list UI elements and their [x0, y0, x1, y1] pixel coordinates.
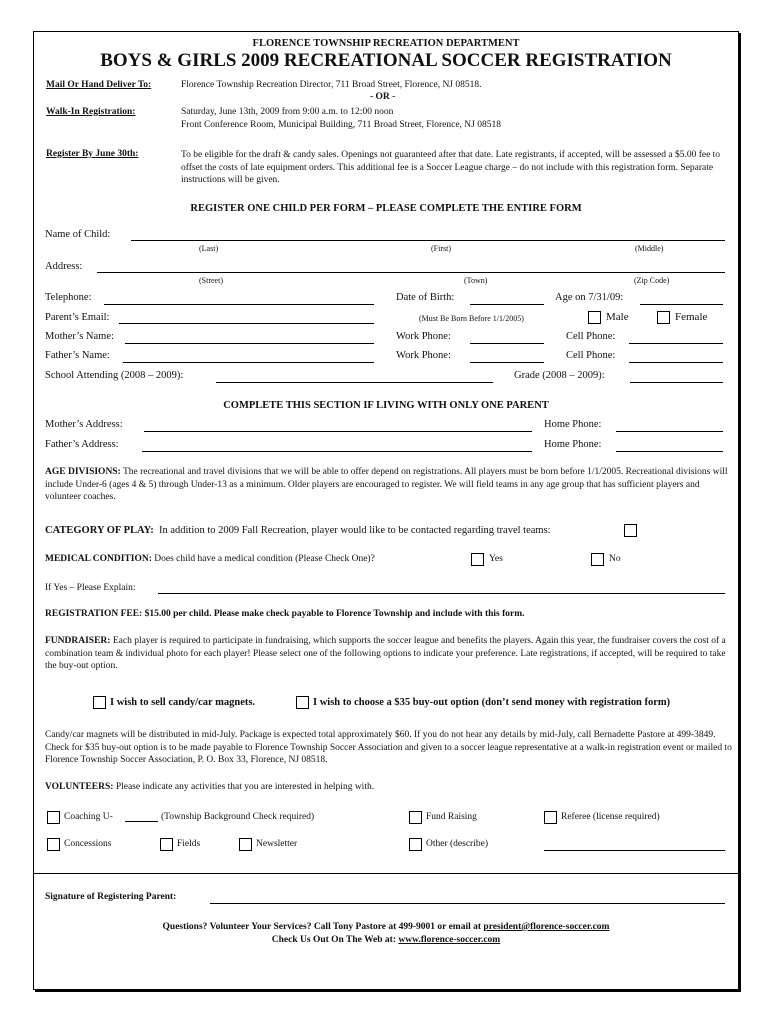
or-separator: - OR - [370, 92, 396, 102]
newsletter-label: Newsletter [256, 839, 298, 849]
sell-magnets-label: I wish to sell candy/car magnets. [110, 697, 256, 708]
dob-field[interactable] [470, 304, 544, 305]
other-label: Other (describe) [426, 839, 488, 849]
footer-web-label: Check Us Out On The Web at: [271, 935, 399, 945]
fund-raising-label: Fund Raising [426, 812, 477, 822]
age-divisions-label: AGE DIVISIONS: [45, 467, 121, 477]
grade-label: Grade (2008 – 2009): [514, 370, 605, 381]
name-of-child-label: Name of Child: [45, 229, 111, 240]
name-of-child-field[interactable] [131, 240, 725, 241]
female-label: Female [675, 311, 708, 323]
fundraiser-text [45, 635, 731, 673]
volunteers-label: VOLUNTEERS: [45, 782, 114, 792]
parent-email-field[interactable] [119, 323, 374, 324]
concessions-label: Concessions [64, 839, 112, 849]
school-field[interactable] [216, 382, 493, 383]
telephone-field[interactable] [104, 304, 374, 305]
parent-email-label: Parent’s Email: [45, 312, 110, 323]
mother-work-phone-label: Work Phone: [396, 331, 451, 342]
last-caption: (Last) [199, 244, 219, 253]
concessions-checkbox[interactable] [47, 838, 60, 851]
middle-caption: (Middle) [635, 244, 664, 253]
address-label: Address: [45, 261, 83, 272]
section-divider [34, 873, 738, 874]
first-caption: (First) [431, 244, 451, 253]
born-before-note: (Must Be Born Before 1/1/2005) [419, 314, 524, 323]
medical-no-label: No [609, 554, 621, 564]
fields-label: Fields [177, 839, 201, 849]
other-describe-field[interactable] [544, 850, 725, 851]
mother-address-field[interactable] [144, 431, 532, 432]
form-title: BOYS & GIRLS 2009 RECREATIONAL SOCCER REGISTRATION [100, 50, 672, 71]
newsletter-checkbox[interactable] [239, 838, 252, 851]
volunteers-text: Please indicate any activities that you are interested in helping with. [115, 782, 375, 792]
footer-questions: Questions? Volunteer Your Services? Call Tony Pastore at 499-9001 or email at [162, 922, 484, 932]
age-label: Age on 7/31/09: [555, 292, 624, 303]
mail-label: Mail Or Hand Deliver To: [46, 80, 152, 90]
medical-label: MEDICAL CONDITION: [45, 554, 152, 564]
father-name-field[interactable] [123, 362, 374, 363]
medical-condition [45, 554, 375, 564]
medical-yes-checkbox[interactable] [471, 553, 484, 566]
mother-name-label: Mother’s Name: [45, 331, 114, 342]
town-caption: (Town) [464, 276, 488, 285]
candy-magnets-text: Candy/car magnets will be distributed in mid-July. Package is expected total approximately $60. If you do not hear any details by mid-July, call Bernadette Pastore at 499-3849. Check for $35 buy-out option is to be made payable to Florence Township Soccer Association and given to a soccer league representative at a walk-in registration event or mailed to Florence Township Soccer Association, P. O. Box 33, Florence, NJ 08518. [45, 730, 732, 765]
age-divisions-body: The recreational and travel divisions that we will be able to offer depend on registrations. All players must be born before 1/1/2005. Recreational divisions will include Under-6 (ages 4 & 5) through Under-13 as a minimum. Older players are encouraged to register. We will field teams in any age group that has sufficient players and volunteer coaches. [45, 467, 728, 502]
address-field[interactable] [97, 272, 725, 273]
walkin-line1: Saturday, June 13th, 2009 from 9:00 a.m. to 12:00 noon [181, 107, 394, 117]
mother-home-phone-label: Home Phone: [544, 419, 602, 430]
buyout-checkbox[interactable] [296, 696, 309, 709]
mother-cell-phone-field[interactable] [629, 343, 723, 344]
other-checkbox[interactable] [409, 838, 422, 851]
mother-name-field[interactable] [125, 343, 374, 344]
grade-field[interactable] [630, 382, 723, 383]
volunteers [45, 782, 374, 792]
father-address-label: Father’s Address: [45, 439, 119, 450]
footer-email-link[interactable]: president@florence-soccer.com [483, 922, 610, 932]
mother-address-label: Mother’s Address: [45, 419, 123, 430]
category-text: In addition to 2009 Fall Recreation, player would like to be contacted regarding travel teams: [158, 525, 551, 536]
father-name-label: Father’s Name: [45, 350, 110, 361]
male-checkbox[interactable] [588, 311, 601, 324]
mail-address: Florence Township Recreation Director, 711 Broad Street, Florence, NJ 08518. [181, 80, 482, 90]
footer-line2 [34, 935, 738, 945]
one-child-heading: REGISTER ONE CHILD PER FORM – PLEASE COMPLETE THE ENTIRE FORM [190, 203, 582, 214]
department-name: FLORENCE TOWNSHIP RECREATION DEPARTMENT [252, 38, 520, 49]
walkin-label: Walk-In Registration: [46, 107, 136, 117]
age-field[interactable] [640, 304, 723, 305]
father-address-field[interactable] [142, 451, 532, 452]
mother-cell-phone-label: Cell Phone: [566, 331, 616, 342]
telephone-label: Telephone: [45, 292, 92, 303]
mother-work-phone-field[interactable] [470, 343, 544, 344]
dob-label: Date of Birth: [396, 292, 455, 303]
medical-text: Does child have a medical condition (Please Check One)? [154, 554, 375, 564]
fundraiser-label: FUNDRAISER: [45, 636, 111, 646]
coaching-checkbox[interactable] [47, 811, 60, 824]
category-label: CATEGORY OF PLAY: [45, 525, 154, 536]
fundraiser-body: Each player is required to participate in fundraising, which supports the soccer league and benefits the players. Again this year, the fundraiser covers the cost of a combination team & individual photo for each player! Please select one of the following options to indicate your preference. Late registrations, if accepted, will be required to take the buy-out option. [45, 636, 726, 671]
age-divisions-text [45, 466, 731, 504]
father-work-phone-field[interactable] [470, 362, 544, 363]
footer-line1 [34, 922, 738, 932]
school-label: School Attending (2008 – 2009): [45, 370, 184, 381]
footer-web-link[interactable]: www.florence-soccer.com [398, 935, 501, 945]
registration-form [33, 31, 739, 990]
referee-label: Referee (license required) [561, 812, 660, 822]
zip-caption: (Zip Code) [634, 276, 670, 285]
category-of-play [45, 525, 551, 536]
fund-raising-checkbox[interactable] [409, 811, 422, 824]
father-home-phone-field[interactable] [616, 451, 723, 452]
male-label: Male [606, 311, 629, 323]
one-parent-heading: COMPLETE THIS SECTION IF LIVING WITH ONLY ONE PARENT [223, 400, 549, 411]
medical-yes-label: Yes [489, 554, 503, 564]
mother-home-phone-field[interactable] [616, 431, 723, 432]
coaching-label: Coaching U- [64, 812, 113, 822]
explain-field[interactable] [158, 593, 725, 594]
explain-label: If Yes – Please Explain: [45, 583, 136, 593]
female-checkbox[interactable] [657, 311, 670, 324]
travel-team-checkbox[interactable] [624, 524, 637, 537]
walkin-line2: Front Conference Room, Municipal Building, 711 Broad Street, Florence, NJ 08518 [181, 120, 501, 130]
father-cell-phone-field[interactable] [629, 362, 723, 363]
referee-checkbox[interactable] [544, 811, 557, 824]
buyout-label: I wish to choose a $35 buy-out option (don’t send money with registration form) [313, 697, 671, 708]
street-caption: (Street) [199, 276, 223, 285]
signature-field[interactable] [210, 903, 725, 904]
registration-fee: REGISTRATION FEE: $15.00 per child. Please make check payable to Florence Township and include with this form. [45, 609, 525, 619]
register-by-label: Register By June 30th: [46, 149, 139, 159]
sell-magnets-checkbox[interactable] [93, 696, 106, 709]
father-home-phone-label: Home Phone: [544, 439, 602, 450]
father-cell-phone-label: Cell Phone: [566, 350, 616, 361]
medical-no-checkbox[interactable] [591, 553, 604, 566]
township-check-label: (Township Background Check required) [161, 812, 315, 822]
register-by-text: To be eligible for the draft & candy sales. Openings not guaranteed after that date. Late registrants, if accepted, will be assessed a $5.00 fee to offset the costs of late equipment orders. This additional fee is a Soccer League charge – do not include with this registration form. Separate instructions will be given. [181, 150, 721, 185]
signature-label: Signature of Registering Parent: [45, 892, 177, 902]
fields-checkbox[interactable] [160, 838, 173, 851]
coaching-age-field[interactable] [125, 821, 158, 822]
father-work-phone-label: Work Phone: [396, 350, 451, 361]
